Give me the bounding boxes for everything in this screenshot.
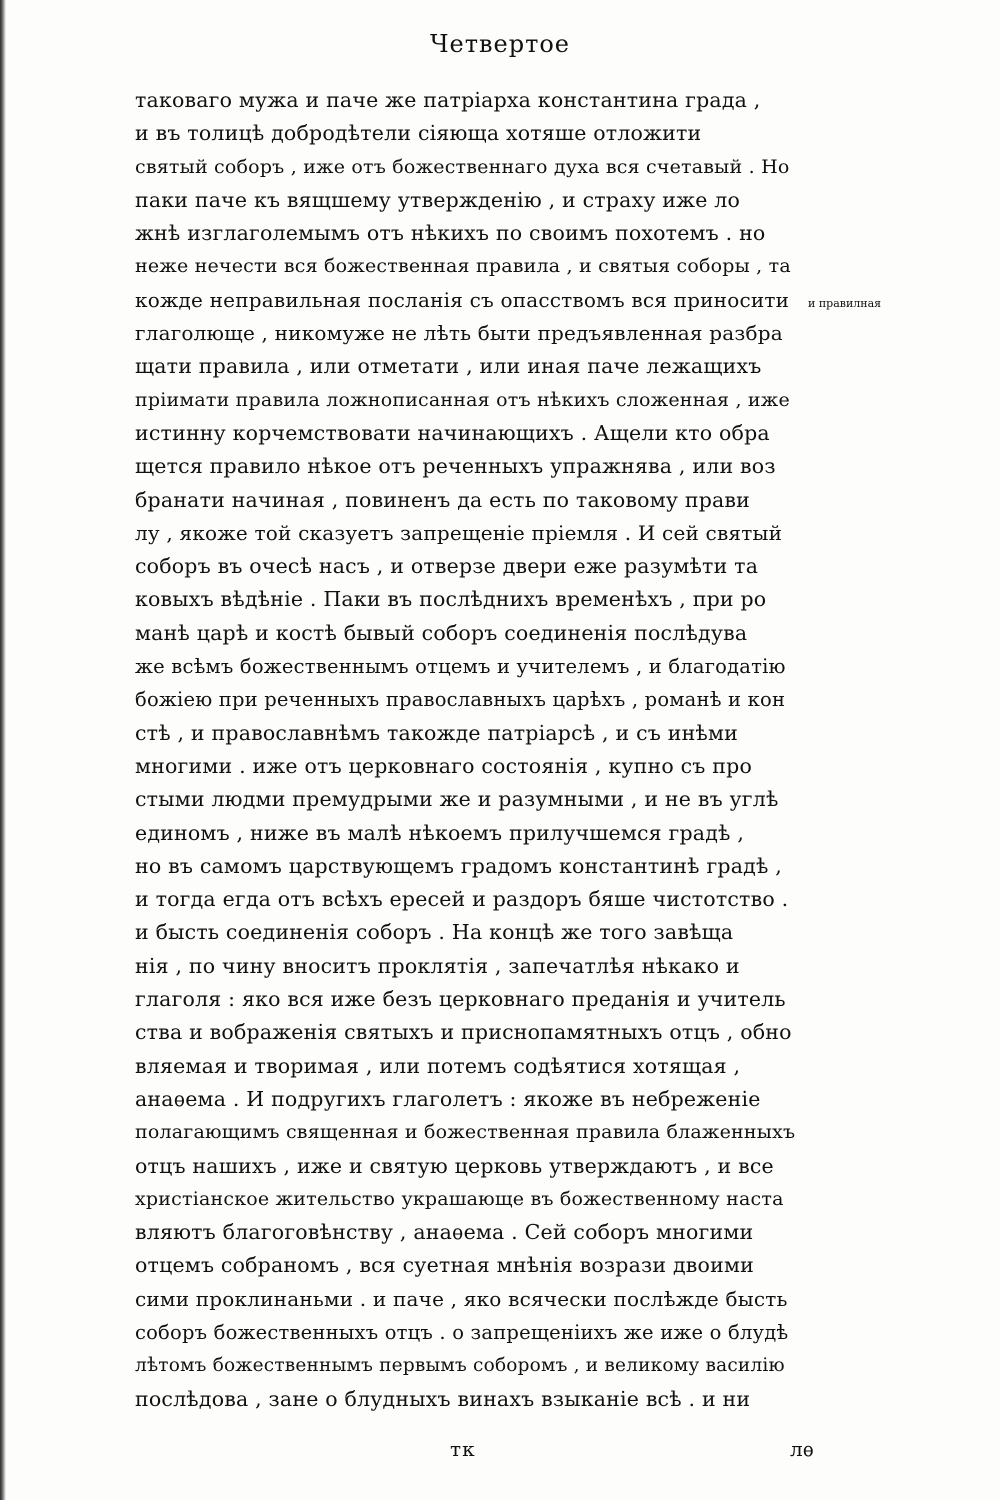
text-line: вляютъ благоговѣнству , анаѳема . Сей соборъ многими — [135, 1220, 754, 1245]
text-line: анаѳема . И подругихъ глаголетъ : якоже въ небреженіе — [135, 1086, 761, 1111]
text-line: пріимати правила ложнописанная отъ нѣкихъ сложенная , иже — [135, 388, 790, 411]
text-line: неже нечести вся божественная правила , и святыя соборы , та — [135, 255, 791, 278]
signature-mark: тк — [450, 1437, 476, 1461]
text-line: христіанское жительство украшающе въ божественному наста — [135, 1187, 784, 1210]
text-line: лу , якоже той сказуетъ запрещеніе пріемля . И сей святый — [135, 520, 783, 545]
running-title: Четвертое — [429, 30, 571, 58]
text-line: соборъ въ очесѣ насъ , и отверзе двери еже разумѣти та — [135, 554, 759, 579]
text-line: и бысть соединенія соборъ . На концѣ же того завѣща — [135, 920, 734, 945]
text-line: жнѣ изглаголемымъ отъ нѣкихъ по своимъ похотемъ . но — [135, 221, 766, 246]
scan-shadow-edge — [0, 0, 6, 1500]
text-line: же всѣмъ божественнымъ отцемъ и учителемъ , и благодатію — [135, 655, 786, 679]
text-line: кожде неправильная посланія съ опасствомъ вся приносити — [135, 287, 790, 312]
text-line: послѣдова , зане о блудныхъ винахъ взыканіе всѣ . и ни — [135, 1386, 751, 1411]
text-line: нія , по чину вноситъ проклятія , запечатлѣя нѣкако и — [135, 953, 740, 978]
text-line: бранати начиная , повиненъ да есть по таковому прави — [135, 487, 751, 512]
text-line: божіею при реченныхъ православныхъ царѣхъ , романѣ и кон — [135, 688, 786, 712]
text-line: ства и вображенія святыхъ и приснопамятныхъ отцъ , обно — [135, 1020, 792, 1045]
main-text-block — [135, 84, 795, 1416]
text-line: глаголя : яко вся иже безъ церковнаго преданія и учитель — [135, 987, 786, 1012]
text-line: но въ самомъ царствующемъ градомъ константинѣ градѣ , — [135, 853, 782, 878]
text-line: отцемъ собраномъ , вся суетная мнѣнія возрази двоими — [135, 1253, 754, 1278]
text-line: манѣ царѣ и костѣ бывый соборъ соединенія послѣдува — [135, 620, 748, 645]
text-line: многими . иже отъ церковнаго состоянія , купно съ про — [135, 753, 752, 778]
text-line: святый соборъ , иже отъ божественнаго духа вся счетавый . Но — [135, 155, 790, 178]
text-line: щется правило нѣкое отъ реченныхъ упражнява , или воз — [135, 454, 776, 479]
margin-note: и правилная — [808, 297, 882, 310]
text-line: соборъ божественныхъ отцъ . о запрещеніихъ же иже о блудѣ — [135, 1320, 789, 1344]
text-line: единомъ , ниже въ малѣ нѣкоемъ прилучшемся градѣ , — [135, 820, 745, 845]
text-line: стыми людми премудрыми же и разумными , и не въ углѣ — [135, 787, 779, 812]
text-line: истинну корчемствовати начинающихъ . Ащели кто обра — [135, 420, 770, 445]
text-line: вляемая и творимая , или потемъ содѣятися хотящая , — [135, 1053, 741, 1078]
text-line: сими проклинаньми . и паче , яко всячески послѣжде бысть — [135, 1286, 788, 1311]
text-line: стѣ , и православнѣмъ такожде патріарсѣ , и съ инѣми — [135, 720, 739, 745]
text-line: и въ толицѣ добродѣтели сіяюща хотяше отложити — [135, 121, 702, 146]
text-line: глаголюще , никомуже не лѣть быти предъявленная разбра — [135, 321, 783, 346]
text-line: лѣтомъ божественнымъ первымъ соборомъ , и великому василію — [135, 1355, 785, 1377]
text-line: щати правила , или отметати , или иная паче лежащихъ — [135, 354, 762, 379]
folio-number: лѳ — [790, 1437, 814, 1461]
text-line: полагающимъ священная и божественная правила блаженныхъ — [135, 1121, 795, 1144]
text-line: паки паче къ вящшему утвержденію , и страху иже ло — [135, 187, 741, 212]
text-line: и тогда егда отъ всѣхъ ересей и раздоръ бяше чистотство . — [135, 887, 789, 912]
text-line: таковаго мужа и паче же патріарха константина града , — [135, 88, 761, 112]
text-line: отцъ нашихъ , иже и святую церковь утверждаютъ , и все — [135, 1153, 774, 1178]
text-line: ковыхъ вѣдѣніе . Паки въ послѣднихъ временѣхъ , при ро — [135, 587, 767, 612]
